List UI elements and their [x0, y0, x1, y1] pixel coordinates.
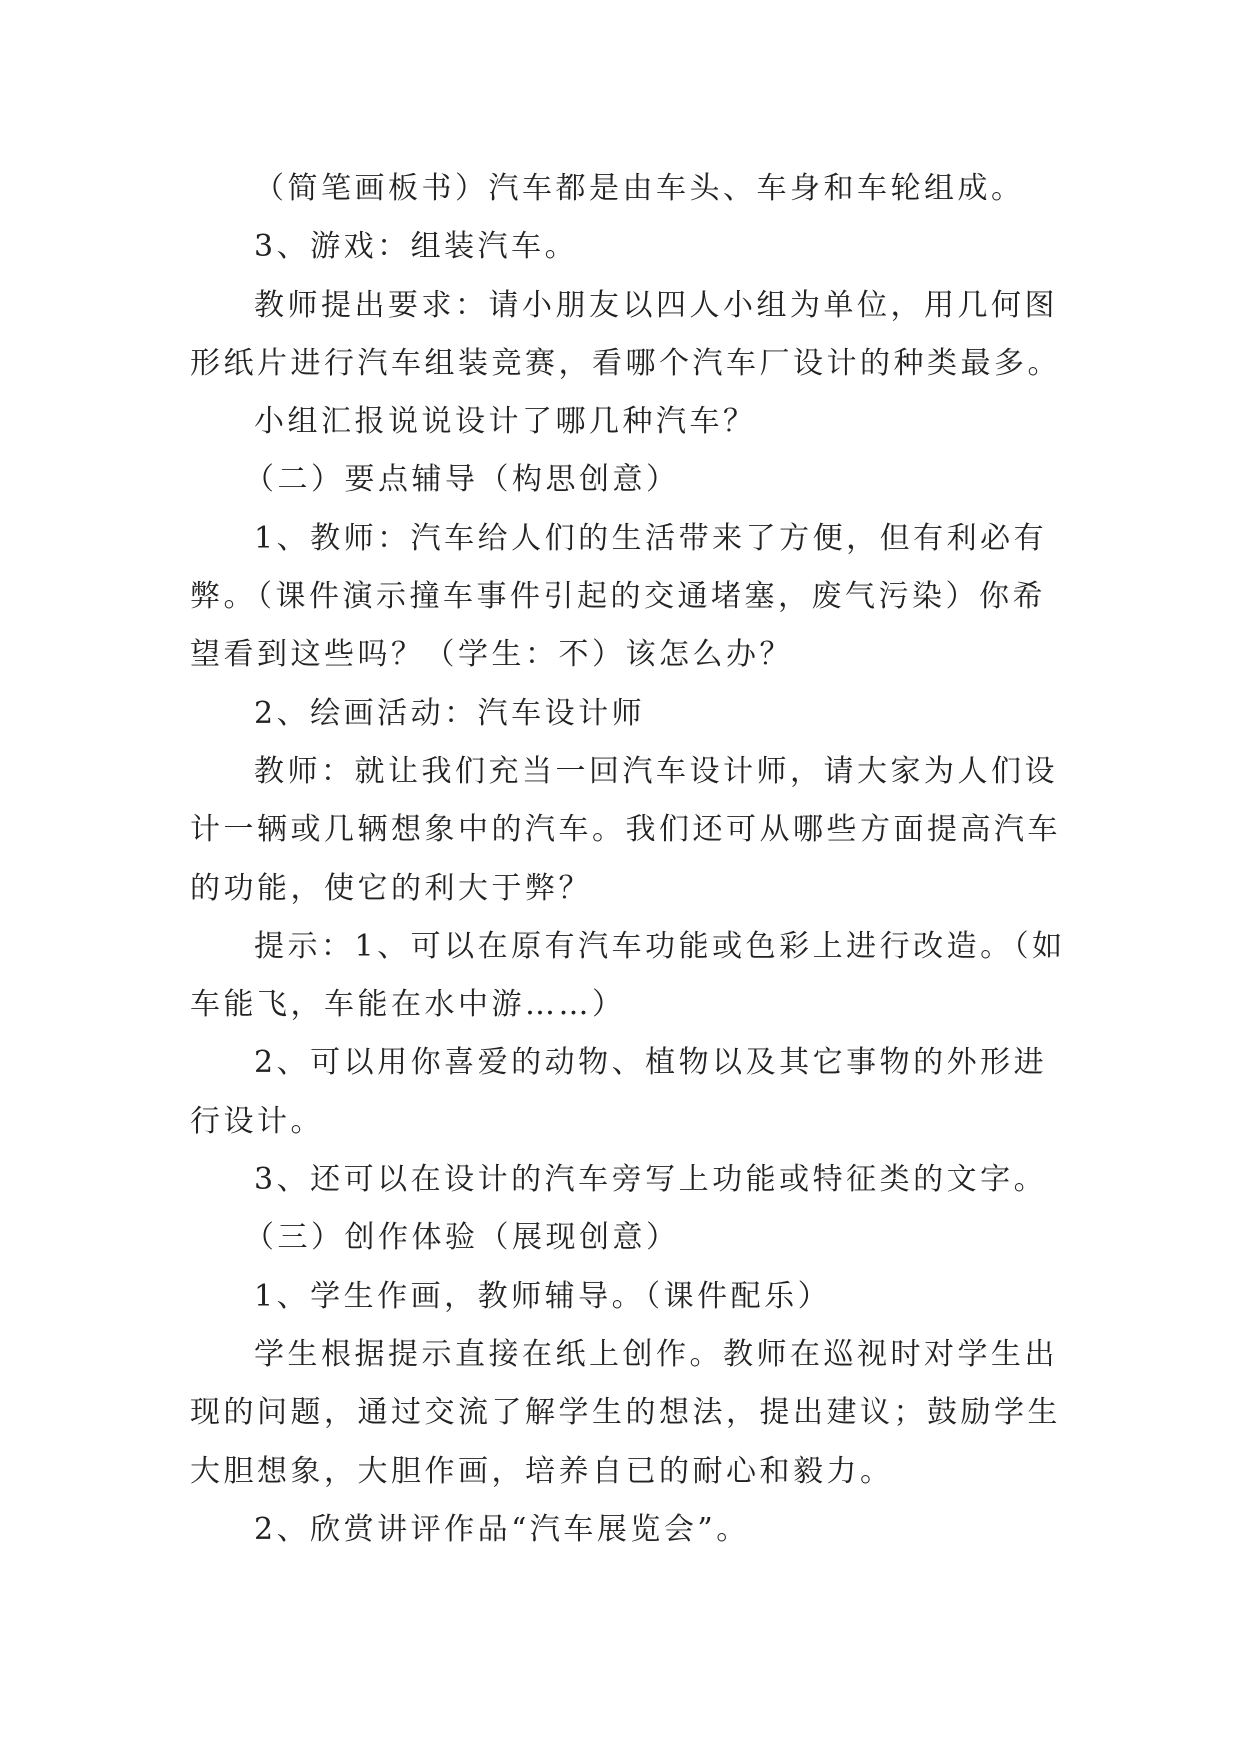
paragraph-line: 形纸片进行汽车组装竞赛，看哪个汽车厂设计的种类最多。	[190, 345, 1061, 381]
section-heading: （三）创作体验（展现创意）	[244, 1220, 680, 1256]
paragraph-line: 教师提出要求：请小朋友以四人小组为单位，用几何图	[254, 287, 1058, 323]
paragraph-line: 1、教师：汽车给人们的生活带来了方便，但有利必有	[254, 520, 1048, 556]
paragraph-line: 学生根据提示直接在纸上创作。教师在巡视时对学生出	[254, 1336, 1058, 1372]
body-text	[190, 160, 1066, 1559]
paragraph-line: 现的问题，通过交流了解学生的想法，提出建议；鼓励学生	[190, 1395, 1061, 1431]
paragraph-line: 大胆想象，大胆作画，培养自已的耐心和毅力。	[190, 1453, 894, 1489]
paragraph-line: 教师：就让我们充当一回汽车设计师，请大家为人们设	[254, 753, 1058, 789]
paragraph-line: 3、游戏：组装汽车。	[254, 229, 579, 265]
paragraph-line: 2、绘画活动：汽车设计师	[254, 695, 646, 731]
paragraph-line: 2、可以用你喜爱的动物、植物以及其它事物的外形进	[254, 1045, 1048, 1081]
paragraph-line: 望看到这些吗？（学生：不）该怎么办？	[190, 637, 793, 673]
paragraph-line: （简笔画板书）汽车都是由车头、车身和车轮组成。	[254, 171, 1025, 206]
paragraph-line: 的功能，使它的利大于弊？	[190, 870, 592, 906]
paragraph-line: 弊。（课件演示撞车事件引起的交通堵塞，废气污染）你希	[190, 579, 1046, 615]
section-heading: （二）要点辅导（构思创意）	[244, 462, 680, 498]
paragraph-line: 行设计。	[190, 1103, 324, 1139]
paragraph-line: 小组汇报说说设计了哪几种汽车？	[254, 404, 757, 440]
paragraph-line: 提示：1、可以在原有汽车功能或色彩上进行改造。（如	[254, 928, 1066, 964]
paragraph-line: 车能飞，车能在水中游……）	[190, 987, 626, 1023]
paragraph-line: 计一辆或几辆想象中的汽车。我们还可从哪些方面提高汽车	[190, 812, 1061, 848]
paragraph-line: 3、还可以在设计的汽车旁写上功能或特征类的文字。	[254, 1162, 1048, 1198]
paragraph-line: 1、学生作画，教师辅导。（课件配乐）	[254, 1278, 832, 1314]
paragraph-line: 2、欣赏讲评作品“汽车展览会”。	[254, 1511, 750, 1547]
